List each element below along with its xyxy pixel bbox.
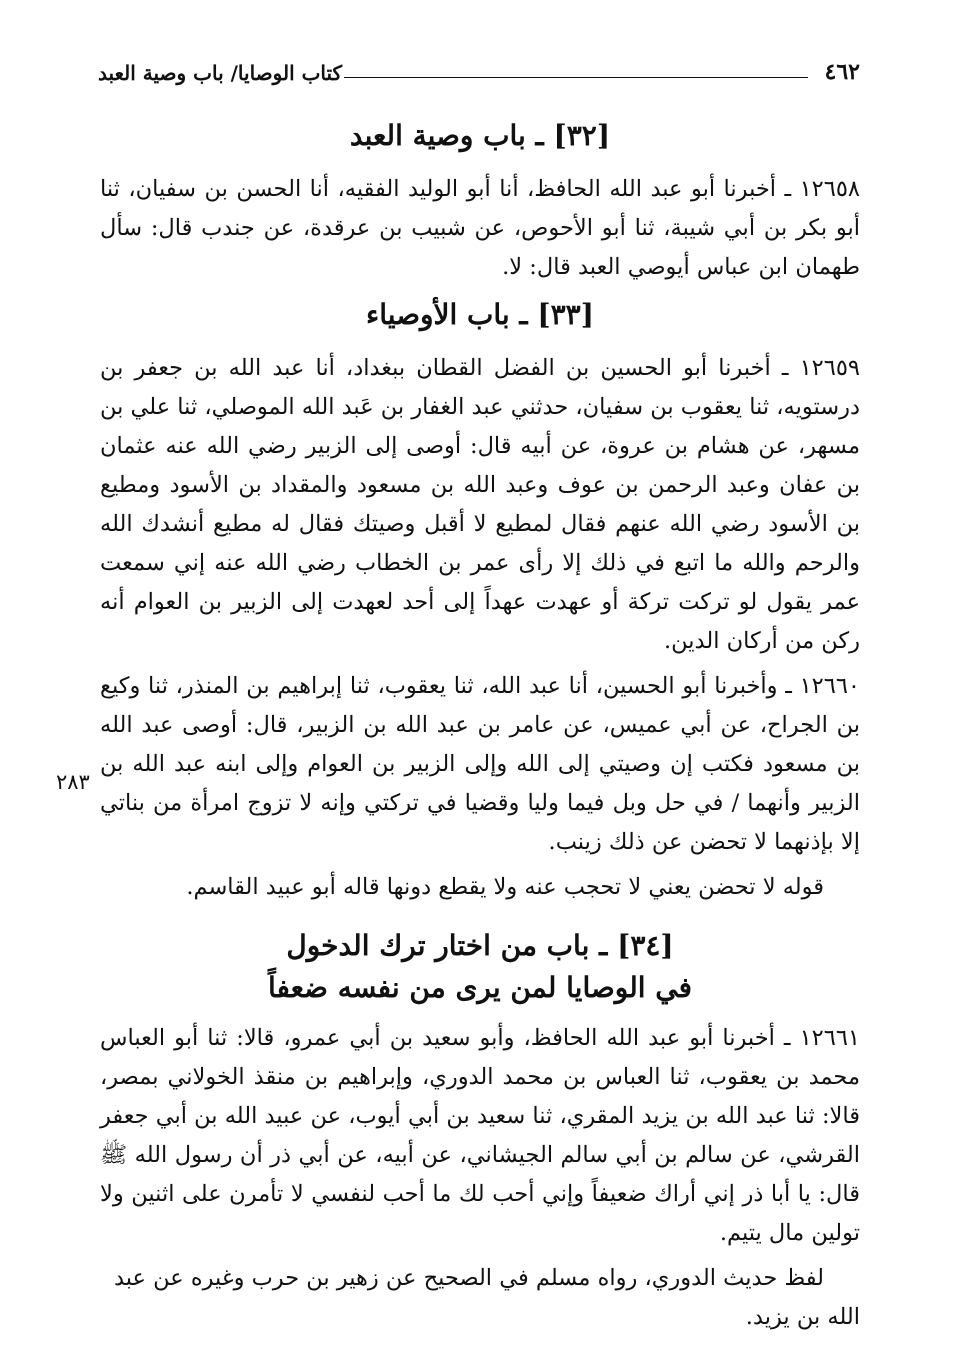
hadith-12660: ١٢٦٦٠ ـ وأخبرنا أبو الحسين، أنا عبد الله، ثنا يعقوب، ثنا إبراهيم بن المنذر، ثنا وكيع بن الجراح، عن أبي عميس، عن عامر بن عبد الله بن الزبير، قال: أوصى عبد الله بن مسعود فكتب إن وصيتي إلى الله وإلى الزبير بن العوام وإلى ابنه عبد الله بن الزبير وأنهما / في حل وبل فيما وليا وقضيا في تركتي وإنه لا تزوج امرأة من بناتي إلا بإذنهما لا تحضن عن ذلك زينب. (100, 673, 860, 855)
section-heading-34-line1: [٣٤] ـ باب من اختار ترك الدخول (286, 929, 674, 962)
page-number: ٤٦٢ (824, 59, 860, 85)
section-heading-32: [٣٢] ـ باب وصية العبد (349, 119, 611, 152)
commentary-note: قوله لا تحضن يعني لا تحجب عنه ولا يقطع دونها قاله أبو عبيد القاسم. (186, 874, 824, 900)
manuscript-margin-number: ٢٨٣ (56, 770, 90, 794)
page-header (98, 55, 860, 89)
running-title: كتاب الوصايا/ باب وصية العبد (98, 61, 343, 85)
header-rule (344, 77, 808, 78)
hadith-12661: ١٢٦٦١ ـ أخبرنا أبو عبد الله الحافظ، وأبو سعيد بن أبي عمرو، قالا: ثنا أبو العباس محمد بن يعقوب، ثنا العباس بن محمد الدوري، وإبراهيم بن منقذ الخولاني بمصر، قالا: ثنا عبد الله بن يزيد المقري، ثنا سعيد بن أبي أيوب، عن عبيد الله بن أبي جعفر القرشي، عن سالم بن أبي سالم الجيشاني، عن أبيه، عن أبي ذر أن رسول الله ﷺ قال: يا أبا ذر إني أراك ضعيفاً وإني أحب لك ما أحب لنفسي لا تأمرن على اثنين ولا تولين مال يتيم. (100, 1025, 860, 1246)
section-heading-33: [٣٣] ـ باب الأوصياء (366, 298, 594, 331)
hadith-12658: ١٢٦٥٨ ـ أخبرنا أبو عبد الله الحافظ، أنا أبو الوليد الفقيه، أنا الحسن بن سفيان، ثنا أبو بكر بن أبي شيبة، ثنا أبو الأحوص، عن شبيب بن عرقدة، عن جندب قال: سأل طهمان ابن عباس أيوصي العبد قال: لا. (100, 176, 860, 280)
hadith-12659: ١٢٦٥٩ ـ أخبرنا أبو الحسين بن الفضل القطان ببغداد، أنا عبد الله بن جعفر بن درستويه، ثنا يعقوب بن سفيان، حدثني عبد الغفار بن عَبد الله الموصلي، ثنا علي بن مسهر، عن هشام بن عروة، عن أبيه قال: أوصى إلى الزبير رضي الله عنه عثمان بن عفان وعبد الرحمن بن عوف وعبد الله بن مسعود والمقداد بن الأسود ومطيع بن الأسود رضي الله عنهم فقال لمطيع لا أقبل وصيتك فقال له مطيع أنشدك الله والرحم والله ما اتبع في ذلك إلا رأى عمر بن الخطاب رضي الله عنه إني سمعت عمر يقول لو تركت تركة أو عهدت عهداً إلى أحد لعهدت إلى الزبير بن العوام أنه ركن من أركان الدين. (99, 355, 860, 654)
page-content (100, 110, 860, 1345)
takhrij-note: لفظ حديث الدوري، رواه مسلم في الصحيح عن زهير بن حرب وغيره عن عبد الله بن يزيد. (113, 1265, 860, 1330)
section-heading-34 (100, 925, 860, 1009)
section-heading-34-line2: في الوصايا لمن يرى من نفسه ضعفاً (267, 971, 693, 1004)
